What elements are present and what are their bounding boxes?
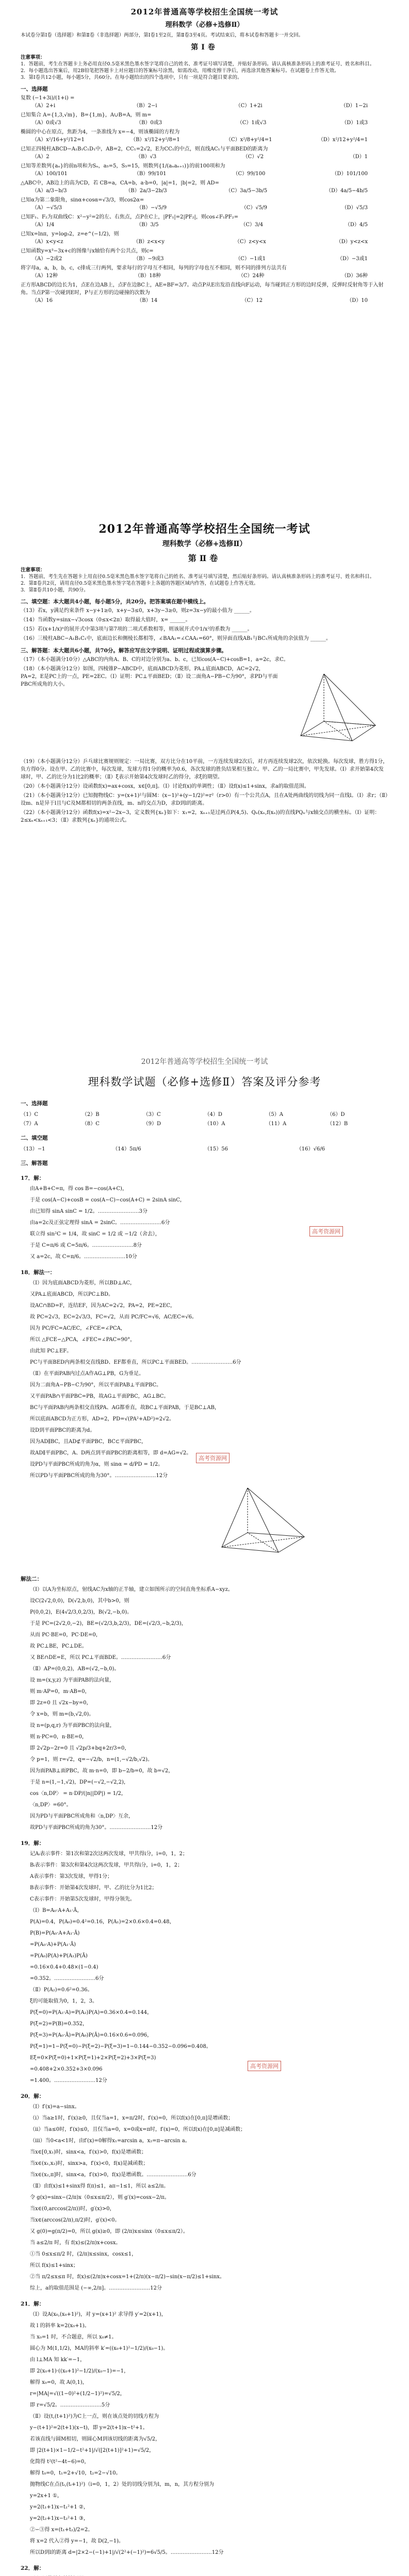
solution-line: 所以PD与平面PBC所成的角为30°。……………………12分 [30, 1473, 168, 1479]
answer-item: （13）−1 [21, 1146, 45, 1152]
answer-item: （5）A [266, 1112, 283, 1117]
question: 已知x=lnπ，y=log₅2，z=e^(−1/2)，则 [21, 231, 119, 237]
solution-line: 所以 f(x)≤1+sinx； [30, 2263, 78, 2268]
answer-item: （8）C [81, 1121, 100, 1127]
question: 复数 (−1+3i)/(1+i) = [21, 95, 75, 101]
instruction-item: 2．每小题选出答案后，用2B铅笔把答题卡上对应题目的答案标号涂黑，如需改动，用橡皮擦干净后，再选涂其他答案标号。在试题卷上作答无效。 [21, 68, 339, 74]
pyramid-figure [285, 664, 388, 756]
answer-item: （16）√6/6 [296, 1146, 325, 1152]
solve-question: （20）（本小题满分12分）设函数f(x)=ax+cosx，x∈[0,π]。（Ⅰ）讨论f(x)的单调性；（Ⅱ）设f(x)≤1+sinx，求a的取值范围。 [21, 784, 309, 789]
solution-heading: 解法二： [21, 1576, 42, 1582]
question: 已知函数y=x³−3x+c的图像与x轴恰有两个公共点，则c= [21, 248, 154, 254]
solution-line: （ⅰ）当a≥1时，f′(x)≥0，且仅当a=1，x=π/2时，f′(x)=0，所以f(x)在[0,π]是增函数； [30, 2115, 234, 2121]
solution-line: 当x∈(0,arccos(2/π))时，g′(x)>0， [30, 2206, 115, 2212]
section-heading: 一、选择题 [21, 1100, 48, 1107]
question: 正方形ABCD的边长为1，点E在边AB上，点F在边BC上，AE=BF=3/7。动点P从E出发沿直线向F运动，每当碰到正方形的边时反弹，反弹时反射角等于入射角。当点P第一次碰到E时，P与正方形的边碰撞的次数为 [21, 282, 384, 296]
question-options: （A）−2或2 （B）−9或3 （C）−1或1 （D）−3或1 [32, 256, 368, 262]
solution-line: 〈n,DP〉=60°。 [30, 1802, 72, 1808]
solution-line: 当x∈(x₂,π]时，sinx<a，f′(x)>0，f(x)是增函数。……………………6分 [30, 2172, 197, 2178]
solution-line: 即 2(x₀+1)·((x₀+1)²−1/2)/(x₀−1)=−1， [30, 2368, 129, 2374]
solution-line: 故 PC=2√3，EC=2√3/3，FC=√2，从而 PC/FC=√6，AC/EC=√6。 [30, 1314, 197, 1320]
solution-line: 故AD∥平面PBC，A、D两点到平面PBC的距离相等，即 d=AG=√2。 [30, 1450, 192, 1456]
solution-line: 于是 cos(A−C)+cosB = cos(A−C)−cos(A+C) = 2sinA sinC， [30, 1197, 185, 1203]
solution-line: （Ⅰ）因为底面ABCD为菱形，所以BD⊥AC， [30, 1280, 136, 1286]
answer-key-header: 2012年普通高等学校招生全国统一考试 [141, 1058, 268, 1066]
solution-line: （ⅲ）当0<a<1时，由f′(x)=0解得x₁=arcsin a，x₂=π−arcsin a。 [30, 2138, 190, 2144]
solution-line: 当x∈[0,x₁)时，sinx<a，f′(x)>0，f(x)是增函数； [30, 2149, 147, 2155]
solution-line: 因为AD∥BC，且AD⊄平面PBC，BC⊂平面PBC， [30, 1439, 147, 1445]
solution-line: （Ⅰ）设A(x₀,(x₀+1)²)，对 y=(x+1)² 求导得 y′=2(x+1)， [30, 2312, 167, 2317]
solution-line: C表示事件：开始第5次发球时，甲得分领先。 [30, 1896, 136, 1902]
answer-item: （4）D [204, 1112, 222, 1117]
solution-line: P(ξ=1)=1−P(ξ=0)−P(ξ=2)−P(ξ=3)=1−0.144−0.352−0.096=0.408。 [30, 2044, 211, 2049]
answer-item: （15）56 [204, 1146, 228, 1152]
solution-line: 当x∈(x₁,x₂)时，sinx>a，f′(x)<0，f(x)是减函数； [30, 2161, 149, 2166]
solution-line: ②−③得 x=(t₁+t₂)/2=2。 [30, 2527, 93, 2533]
solution-line: 解得 x₀=0，故 A(0,1)， [30, 2380, 88, 2385]
solution-line: 由已知得 sinA sinC = 1/2。……………………3分 [30, 1209, 148, 1214]
exam-subtitle: 理科数学（必修+选修Ⅱ） [162, 540, 247, 548]
solution-line: 将 x=2 代入②得 y=−1，故 D(2,−1)。 [30, 2538, 124, 2544]
solve-question: （22）（本小题满分12分）函数f(x)=x²−2x−3，定义数列{xₙ}如下：x₁=2，xₙ₊₁是过两点P(4,5)、Qₙ(xₙ,f(xₙ))的直线PQₙ与x轴交点的横坐标。（Ⅰ）证明：2≤xₙ<xₙ₊₁<3；（Ⅱ）求数列{xₙ}的通项公式。 [21, 810, 380, 823]
solution-line: 又平面PAB∩平面PBC=PB，故AG⊥平面PBC，AG⊥BC。 [30, 1394, 169, 1399]
solution-line: 抛物线C在点(tᵢ,(tᵢ+1)²)（i=0，1，2）处的切线分别为l，m，n，其方程分别为 [30, 2482, 215, 2487]
solution-line: 又 BE∩DE=E，所以 PC⊥平面BDE。……………………6分 [30, 1655, 171, 1660]
solution-line: 圆心为 M(1,1/2)，MA的斜率 k′=((x₀+1)²−1/2)/(x₀−1)。 [30, 2346, 169, 2351]
solution-line: y=2(t₁+1)x−t₁²+1 ②， [30, 2504, 89, 2510]
solution-line: ξ的可能取值为0，1，2，3。 [30, 1998, 97, 2004]
solution-line: 设 m=(x,y,z) 为平面PAB的法向量， [30, 1677, 114, 1683]
question: 已知集合 A={1,3,√m}，B={1,m}，A∪B=A，则 m= [21, 112, 152, 118]
solution-line: （ⅱ）当a≤0时，f′(x)≤0，且仅当a=0，x=0或x=π时，f′(x)=0，所以f(x)在[0,π]是减函数； [30, 2127, 246, 2132]
solution-line: 于是 C=π/6 或 C=5π/6。……………………8分 [30, 1243, 142, 1248]
question-options: （A）2+i （B）2−i （C）1+2i （D）1−2i [32, 103, 368, 109]
solution-line: =0.16×0.4+0.48×(1−0.4) [30, 1964, 99, 1970]
question-options: （A）x<y<z （B）z<x<y （C）z<y<x （D）y<z<x [32, 239, 368, 245]
section-heading: 一、选择题 [21, 86, 48, 92]
solution-line: 当x∈(arccos(2/π),π/2)时，g′(x)<0。 [30, 2217, 120, 2223]
question-options: （A）1/4 （B）3/5 （C）3/4 （D）4/5 [32, 222, 368, 228]
solution-line: 即 2z=0 且 √2x−by=0， [30, 1700, 92, 1706]
solution-line: （Ⅱ）在平面PAB内过点A作AG⊥PB，G为垂足。 [30, 1371, 144, 1377]
solution-line: y=2x+1 ①， [30, 2493, 62, 2499]
fill-answers [21, 1145, 388, 1154]
instruction-item: 3．第Ⅰ卷共12小题，每小题5分，共60分。在每小题给出的四个选项中，只有一项是符合题目要求的。 [21, 75, 242, 80]
question-options: （A）−√5/3 （B）−√5/9 （C）√5/9 （D）√5/3 [32, 205, 368, 211]
solution-line: cos〈n,DP〉 = n·DP/(|n||DP|) = 1/2， [30, 1791, 126, 1797]
solution-line: 从而 PC·BE=0，PC·DE=0， [30, 1632, 101, 1638]
choice-answers [21, 1110, 388, 1129]
solution-line: r=|MA|=√((1−0)²+(1/2−1)²)=√5/2， [30, 2391, 125, 2397]
section-heading: 二、填空题：本大题共4小题，每小题5分，共20分。把答案填在题中横线上。 [21, 599, 209, 605]
solution-line: 由A+B+C=π，得 cos B=−cos(A+C)， [30, 1186, 127, 1192]
question-with-figure [21, 664, 388, 756]
solution-line: =1.400。……………………12分 [30, 2078, 107, 2083]
solve-question: （19）（本小题满分12分）乒乓球比赛规则规定：一局比赛，双方比分在10平前，一方连续发球2次后，对方再连续发球2次，依次轮换。每次发球，胜方得1分，负方得0分。设在甲、乙的比赛中，每次发球，发球方得1分的概率为0.6，各次发球的胜负结果相互独立。甲、乙的一局比赛中，甲先发球。（Ⅰ）求开始第4次发球时，甲、乙的比分为1比2的概率；（Ⅱ）ξ表示开始第4次发球时乙的得分，求ξ的期望。 [21, 759, 388, 780]
fill-question: （15）若(x+1/x)ⁿ的展开式中第3项与第7项的二项式系数相等，则该展开式中1/x²的系数为 ______。 [21, 626, 253, 632]
solution-line: B表示事件：开始第4次发球时，甲、乙的比分为1比2； [30, 1885, 157, 1891]
answer-item: （3）C [143, 1112, 161, 1117]
solution-line: （Ⅱ）由f(x)≤1+sinx得 f(π)≤1，aπ−1≤1，所以 a≤2/π。 [30, 2183, 169, 2189]
solution-line: 因为面PAB⊥面PBC，故 m·n=0，即 b−2/b=0，故 b=√2， [30, 1768, 174, 1774]
solution-line: 化简得 t²(t²−4t−6)=0， [30, 2459, 90, 2465]
solution-line: Bᵢ表示事件：第3次和第4次这两次发球，甲共得i分，i=0，1，2； [30, 1862, 183, 1868]
solution-line: 当 x₀=1 时，不合题意，所以 x₀≠1。 [30, 2334, 117, 2340]
solution-line: 故 PC⊥BE，PC⊥DE。 [30, 1643, 87, 1649]
question-options: （A）12种 （B）18种 （C）24种 （D）36种 [32, 273, 368, 279]
section-heading: 二、填空题 [21, 1135, 48, 1141]
solution-line: 记Aᵢ表示事件：第1次和第2次这两次发球，甲共得i分，i=0，1，2； [30, 1851, 188, 1857]
answer-item: （12）B [327, 1121, 348, 1127]
solution-line: 设AC∩BD=F，连结EF，因为AC=2√2，PA=2，PE=2EC， [30, 1303, 176, 1309]
solution-line: 由a=2c及正弦定理得 sinA = 2sinC。……………………6分 [30, 1220, 170, 1226]
solution-line: 即 2√2p−2r=0 且 √2p/3+bq+2r/3=0， [30, 1745, 130, 1751]
question: △ABC中，AB边上的高为CD，若 CB=a，CA=b，a·b=0，|a|=1，|b|=2，则 AD= [21, 180, 219, 186]
exam-subtitle: 理科数学（必修+选修Ⅱ） [165, 21, 244, 29]
solve-question: （21）（本小题满分12分）已知抛物线C：y=(x+1)²与圆M：(x−1)²+(y−1/2)²=r²（r>0）有一个公共点A，且在A处两曲线的切线为同一直线l。（Ⅰ）求r；（Ⅱ）设m、n是异于l且与C及M都相切的两条直线，m、n的交点为D，求D到l的距离。 [21, 793, 388, 806]
solution-line: 令 x=b，则 m=(b,√2,0)。 [30, 1711, 94, 1717]
question-options: （A）2 （B）√3 （C）√2 （D）1 [32, 154, 368, 160]
solution-line: （Ⅰ）f′(x)=a−sinx。 [30, 2104, 80, 2110]
solution-line: P(ξ=0)=P(A₂·A)=P(A₂)P(A)=0.36×0.4=0.144， [30, 2010, 153, 2015]
solution-line: =0.352。……………………6分 [30, 1976, 104, 1981]
solution-line: Eξ=0×P(ξ=0)+1×P(ξ=1)+2×P(ξ=2)+3×P(ξ=3) [30, 2055, 156, 2061]
section-heading: 三、解答题 [21, 1160, 48, 1166]
section-heading: 三、解答题：本大题共6小题，共70分。解答应写出文字说明、证明过程或演算步骤。 [21, 648, 227, 654]
answer-item: （11）A [266, 1121, 287, 1127]
answer-item: （6）D [327, 1112, 345, 1117]
question-options: （A）16 （B）14 （C）12 （D）10 [32, 298, 368, 303]
solve-question: （17）（本小题满分10分）△ABC的内角A、B、C的对边分别为a、b、c，已知cos(A−C)+cosB=1，a=2c，求C。 [21, 657, 289, 663]
solution-heading: 22．解： [21, 2565, 45, 2571]
solution-line: 综上，a的取值范围是 (−∞,2/π]。……………………12分 [30, 2285, 162, 2291]
volume-two-heading: 第Ⅱ卷 [188, 553, 221, 563]
watermark-stamp: 高考资源网 [309, 1226, 343, 1236]
question: 将字母a，a，b，b，c，c排成三行两列，要求每行的字母互不相同，每列的字母也互不相同，则不同的排列方法共有 [21, 265, 287, 271]
question: 椭圆的中心在原点，焦距为4，一条准线为 x=−4，则该椭圆的方程为 [21, 129, 180, 135]
solution-line: 又 g(0)=g(π/2)=0，所以 g(x)≥0，即 (2/π)x≤sinx（0≤x≤π/2）。 [30, 2229, 188, 2234]
instruction-item: 3．第Ⅱ卷共10小题，共90分。 [21, 587, 89, 593]
instructions-heading: 注意事项： [21, 567, 45, 573]
exam-part-one [21, 6, 388, 304]
solution-line: 所以D到l的距离 d=|2×2−(−1)+1|/√(2²+(−1)²)=6√5/5。……………………12分 [30, 2550, 224, 2555]
solution-line: 因为PD与平面PBC所成角和〈n,DP〉互余， [30, 1814, 134, 1819]
solution-line: P(0,0,2)，E(4√2/3,0,2/3)，B(√2,−b,0)。 [30, 1609, 133, 1615]
solution-line: （Ⅱ）设(t,(t+1)²)为C上一点，则在该点处的切线方程为 [30, 2414, 159, 2419]
solution-line: 所以底面ABCD为正方形，AD=2，PD=√(PA²+AD²)=2√2。 [30, 1416, 174, 1422]
solution-line: （Ⅱ）P(A₂)=0.6²=0.36。 [30, 1987, 93, 1993]
solution-line: 因为二面角A−PB−C为90°，所以平面PAB⊥平面PBC。 [30, 1382, 162, 1388]
solution-line: 令 p=1，则 r=√2，q=−√2/b，n=(1,−√2/b,√2)。 [30, 1757, 153, 1762]
answer-item: （1）C [21, 1112, 39, 1117]
fill-question: （14）当函数y=sinx−√3cosx（0≤x<2π）取得最大值时，x= ______。 [21, 617, 191, 623]
solution-line: 于是 n=(1,−1,√2)，DP=(−√2,−√2,2)， [30, 1780, 129, 1785]
question: 已知F₁、F₂为双曲线C：x²−y²=2的左、右焦点，点P在C上，|PF₁|=2|PF₂|，则cos∠F₁PF₂= [21, 214, 239, 220]
solution-line: 所以 △FCE∽△PCA，∠FEC=∠PAC=90°， [30, 1337, 136, 1343]
solution-heading: 18．解法一： [21, 1269, 56, 1276]
solution-line: 设 n=(p,q,r) 为平面PBC的法向量， [30, 1723, 115, 1728]
solution-line: 设C(2√2,0,0)，D(√2,b,0)，其中b>0，则 [30, 1598, 129, 1604]
solution-line: 设PD与平面PBC所成的角为α，则 sinα = d/PD = 1/2。 [30, 1462, 163, 1467]
solution-line: 当 a≤2/π 时，有 f(x)≤(2/π)x+cosx。 [30, 2240, 121, 2246]
exam-part-two [21, 520, 388, 824]
question-options: （A）100/101 （B）99/101 （C）99/100 （D）101/100 [32, 171, 368, 177]
solution-line: P(B)=P(A₀·A+A₁·Ā) [30, 1930, 80, 1936]
solution-line: PC与平面BED内两条相交直线BD、EF都垂直，所以PC⊥平面BED。……………………6分 [30, 1360, 241, 1365]
solution-line: 即 r=√5/2。……………………5分 [30, 2402, 110, 2408]
volume-one-heading: 第Ⅰ卷 [191, 43, 218, 52]
answer-item: （7）A [21, 1121, 38, 1127]
solution-line: 由此知 PC⊥EF。 [30, 1348, 72, 1354]
fill-question: （16）三棱柱ABC−A₁B₁C₁中，底面边长和侧棱长都相等，∠BAA₁=∠CAA₁=60°，则异面直线AB₁与BC₁所成角的余弦值为 ______。 [21, 636, 331, 641]
solution-line: （Ⅰ）B=A₀·A+A₁·Ā， [30, 1908, 83, 1913]
solution-line: y=2(t₂+1)x−t₂²+1 ③， [30, 2516, 89, 2521]
pyramid-solution-figure [206, 1480, 320, 1568]
solution-line: 于是 PC=(2√2,0,−2)，BE=(√2/3,b,2/3)，DE=(√2/3,−b,2/3)， [30, 1621, 187, 1626]
question: 已知正四棱柱ABCD−A₁B₁C₁D₁中，AB=2，CC₁=2√2，E为CC₁的中点，则直线AC₁与平面BED的距离为 [21, 146, 268, 152]
solution-heading: 21．解： [21, 2301, 45, 2307]
solution-line: 令 g(x)=sinx−(2/π)x（0≤x≤π/2），则 g′(x)=cosx−2/π。 [30, 2195, 170, 2200]
solution-line: =P(A₀)P(A)+P(A₁)P(Ā) [30, 1953, 88, 1959]
solve-question: （18）（本小题满分12分）如图，四棱锥P−ABCD中，底面ABCD为菱形，PA⊥底面ABCD，AC=2√2，PA=2，E是PC上的一点，PE=2EC。（Ⅰ）证明：PC⊥平面BED；（Ⅱ）设二面角A−PB−C为90°，求PD与平面PBC所成角的大小。 [21, 666, 278, 687]
instruction-item: 1．答题前，考生在答题卡上务必用直径0.5毫米黑色墨水签字笔将自己的姓名、准考证号填写清楚，并贴好条形码。请认真核准条形码上的准考证号、姓名和科目。 [21, 61, 375, 67]
solution-line: P(ξ=3)=P(A₀·Ā)=P(A₀)P(Ā)=0.16×0.6=0.096， [30, 2032, 153, 2038]
solution-line: 即 |2(t+1)×1−1/2−t²+1|/√([2(t+1)]²+1)=√5/2， [30, 2448, 155, 2453]
solution-line: 由 l⊥MA 知 kk′=−1， [30, 2357, 86, 2363]
answer-item: （10）A [204, 1121, 225, 1127]
exam-title-large: 2012年普通高等学校招生全国统一考试 [99, 522, 310, 536]
solution-line: BC与平面PAB内两条相交直线PA、AG都垂直，故BC⊥平面PAB，于是BC⊥AB， [30, 1405, 220, 1411]
solution-line: ②当 π/2≤x≤π 时，f(x)≤(2/π)x+cosx=1+(2/π)(x−π/2)−sin(x−π/2)≤1+sinx。 [30, 2274, 225, 2280]
solution-line: 联立得 sin²C = 1/4，故 sinC = 1/2 或 −1/2（舍去）， [30, 1231, 160, 1237]
solution-line: =0.408+2×0.352+3×0.096 [30, 2066, 103, 2072]
solution-line: A表示事件：第3次发球，甲得1分； [30, 1874, 112, 1879]
instruction-item: 1．答题前，考生先在答题卡上用直径0.5毫米黑色墨水签字笔将自己的姓名、准考证号填写清楚，然后贴好条形码。请认真核准条形码上的准考证号、姓名和科目。 [21, 574, 375, 580]
question: 已知等差数列{aₙ}的前n项和为Sₙ，a₅=5，S₅=15，则数列{1/(aₙaₙ₊₁)}的前100项和为 [21, 163, 225, 169]
answer-key [21, 1056, 388, 2576]
instruction-item: 2．第Ⅱ卷共2页，请用直径0.5毫米黑色墨水签字笔在答题卡上各题的答题区域内作答，在试题卷上作答无效。 [21, 581, 259, 586]
exam-title: 2012年普通高等学校招生全国统一考试 [130, 7, 279, 16]
solution-line: =P(A₀·A)+P(A₁·Ā) [30, 1942, 76, 1947]
solution-line: P(ξ=2)=P(B)=0.352， [30, 2021, 88, 2027]
solution-line: 故 l 的斜率 k=2(x₀+1)。 [30, 2323, 90, 2329]
solution-line: （Ⅰ）以A为坐标原点，射线AC为x轴的正半轴，建立如图所示的空间直角坐标系A−xyz。 [30, 1587, 233, 1592]
solution-line: P(A)=0.4，P(A₀)=0.4²=0.16，P(A₁)=2×0.6×0.4=0.48， [30, 1919, 175, 1925]
solution-line: 则 m·AP=0，m·AB=0， [30, 1689, 90, 1694]
instructions-heading: 注意事项： [21, 55, 45, 60]
answer-item: （2）B [81, 1112, 100, 1117]
watermark-stamp: 高考资源网 [196, 1453, 230, 1463]
answer-item: （14）5π/6 [112, 1146, 141, 1152]
solution-line: 解得 t₀=0，t₁=2+√10，t₂=2−√10。 [30, 2470, 121, 2476]
question-options: （A）0或√3 （B）0或3 （C）1或√3 （D）1或3 [32, 120, 368, 126]
solution-line: 又 a=2c，故 C=π/6。……………………10分 [30, 1254, 137, 1260]
solution-line: 故PD与平面PBC所成的角为30°。……………………12分 [30, 1825, 163, 1831]
solution-line: 设D到平面PBC的距离为d。 [30, 1428, 95, 1433]
solution-line: 又PA⊥底面ABCD，所以PC⊥BD。 [30, 1292, 114, 1297]
watermark-stamp: 高考资源网 [248, 2061, 281, 2071]
solution-heading: 19．解： [21, 1840, 45, 1846]
question: 已知α为第二象限角，sinα+cosα=√3/3，则cos2α= [21, 197, 144, 203]
question-list [21, 94, 388, 304]
solution-heading: 17．解： [21, 1175, 45, 1181]
answer-item: （9）D [143, 1121, 161, 1127]
solution-line: （Ⅱ）AP=(0,0,2)，AB=(√2,−b,0)。 [30, 1666, 120, 1672]
question-options: （A）a/3−b/3 （B）2a/3−2b/3 （C）3a/5−3b/5 （D）4a/5−4b/5 [32, 188, 368, 194]
solutions-list [21, 1174, 388, 2576]
question-options: （A）x²/16+y²/12=1 （B）x²/12+y²/8=1 （C）x²/8+y²/4=1 （D）x²/12+y²/4=1 [32, 137, 368, 143]
solution-line: 若该直线与圆M相切，则圆心M到该切线的距离为√5/2， [30, 2436, 160, 2442]
solution-line: ①当 0≤x≤π/2 时，(2/π)x≤sinx，cosx≤1， [30, 2251, 137, 2257]
fill-question: （13）若x，y满足约束条件 x−y+1≥0，x+y−3≤0，x+3y−3≥0，则z=3x−y的最小值为 ______。 [21, 608, 255, 614]
solution-line: y−(t+1)²=2(t+1)(x−t)，即 y=2(t+1)x−t²+1。 [30, 2425, 148, 2431]
solution-line: 因为 PC/FC=AC/EC，∠FCE=∠PCA， [30, 1326, 126, 1331]
exam-note: 本试卷分第Ⅰ卷（选择题）和第Ⅱ卷（非选择题）两部分，第Ⅰ卷1至2页，第Ⅱ卷3至4页。考试结束后，将本试卷和答题卡一并交回。 [21, 32, 304, 38]
solution-line: 则 n·PC=0，n·BE=0， [30, 1734, 87, 1740]
solution-heading: 20．解： [21, 2093, 45, 2099]
answer-key-title: 理科数学试题（必修+选修Ⅱ）答案及评分参考 [88, 1076, 321, 1088]
